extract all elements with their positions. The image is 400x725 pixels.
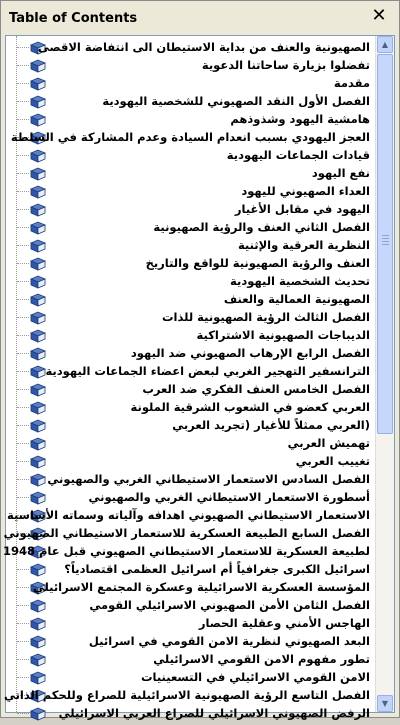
toc-item-label: الفصل الثاني العنف والرؤية الصهيونية <box>153 220 370 234</box>
toc-item[interactable] <box>6 92 374 110</box>
book-icon <box>30 328 46 342</box>
toc-item-label: الديباجات الصهيونية الاشتراكية <box>196 328 370 342</box>
tree-connector <box>17 461 29 462</box>
toc-item[interactable] <box>6 272 374 290</box>
tree-connector <box>17 407 29 408</box>
toc-item[interactable] <box>6 398 374 416</box>
toc-item[interactable] <box>6 380 374 398</box>
book-icon <box>30 634 46 648</box>
toc-item[interactable] <box>6 434 374 452</box>
close-button[interactable] <box>369 5 389 27</box>
tree-connector <box>17 227 29 228</box>
toc-item-label: الترانسفير التهجير الغربي لبعض اعضاء الجماعات اليهودية <box>45 364 370 378</box>
toc-item[interactable] <box>6 596 374 614</box>
toc-item[interactable] <box>6 182 374 200</box>
book-icon <box>30 382 46 396</box>
toc-item[interactable] <box>6 290 374 308</box>
toc-tree <box>2 36 374 720</box>
book-icon <box>30 256 46 270</box>
toc-item-label: (العربي ممثلاً للأغيار (تجريد العربي <box>172 418 370 432</box>
toc-item[interactable] <box>6 452 374 470</box>
toc-item-label: تهميش العربي <box>287 436 370 450</box>
toc-item[interactable] <box>6 254 374 272</box>
toc-item-label: أسطورة الاستعمار الاستيطاني الغربي والصهيوني <box>88 490 370 504</box>
toc-item[interactable] <box>6 56 374 74</box>
tree-connector <box>17 47 29 48</box>
close-icon: ✕ <box>371 5 387 26</box>
book-icon <box>30 238 46 252</box>
book-icon <box>30 148 46 162</box>
tree-connector <box>17 263 29 264</box>
toc-item[interactable] <box>6 236 374 254</box>
book-icon <box>30 292 46 306</box>
toc-item[interactable] <box>6 506 374 524</box>
toc-item-label: النظرية العرقية والإثنية <box>237 238 370 252</box>
book-icon <box>30 202 46 216</box>
book-icon <box>30 112 46 126</box>
book-icon <box>30 310 46 324</box>
toc-item-label: تحديث الشخصية اليهودية <box>230 274 370 288</box>
book-icon <box>30 274 46 288</box>
toc-item[interactable] <box>6 200 374 218</box>
scroll-thumb[interactable] <box>377 54 393 434</box>
toc-item-label: البعد الصهيوني لنظرية الامن القومي في اسرائيل <box>88 634 370 648</box>
tree-connector <box>17 479 29 480</box>
tree-connector <box>17 173 29 174</box>
tree-connector <box>17 245 29 246</box>
book-icon <box>30 616 46 630</box>
toc-item[interactable] <box>6 38 374 56</box>
tree-connector <box>17 209 29 210</box>
toc-item-label: قيادات الجماعات اليهودية <box>226 148 370 162</box>
book-icon <box>30 364 46 378</box>
toc-item[interactable] <box>6 614 374 632</box>
book-icon <box>30 346 46 360</box>
toc-item[interactable] <box>3 524 374 542</box>
tree-connector <box>17 713 29 714</box>
toc-item-label: العجز اليهودي بسبب انعدام السيادة وعدم المشاركة في السلطة <box>10 130 370 144</box>
toc-item-label: الفصل الثالث الرؤية الصهيونية للذات <box>162 310 370 324</box>
tree-connector <box>17 155 29 156</box>
toc-item-label: اليهود في مقابل الأغيار <box>234 202 370 216</box>
thumb-grip <box>382 235 389 236</box>
tree-connector <box>17 605 29 606</box>
toc-item-label: الفصل الثامن الأمن الصهيوني الاسرائيلي القومي <box>89 598 370 612</box>
toc-item-label: لطبيعة العسكرية للاستعمار الاستيطاني الصهيوني قبل عام 1948 <box>2 544 370 558</box>
toc-item-label: هامشية اليهود وشذوذهم <box>230 112 370 126</box>
toc-item[interactable] <box>6 218 374 236</box>
book-icon <box>30 436 46 450</box>
toc-item-label: الفصل الخامس العنف الفكري ضد العرب <box>142 382 370 396</box>
toc-item-label: الفصل السادس الاستعمار الاستيطاني الغربي والصهيوني <box>47 472 370 486</box>
toc-panel <box>2 35 395 720</box>
toc-item[interactable] <box>6 578 374 596</box>
thumb-grip <box>382 241 389 242</box>
toc-item-label: الرفض الصهيوني الاسرائيلي للصراع العربي الاسرائيلي <box>58 706 370 720</box>
book-icon <box>30 598 46 612</box>
arrow-up-icon: ▲ <box>381 40 389 49</box>
tree-connector <box>17 587 29 588</box>
toc-item[interactable] <box>6 344 374 362</box>
toc-item[interactable] <box>6 632 374 650</box>
book-icon <box>30 562 46 576</box>
toc-item-label: نفع اليهود <box>311 166 370 180</box>
toc-item-label: تغييب العربي <box>295 454 370 468</box>
toc-item-label: العنف والرؤية الصهيونية للواقع والتاريخ <box>145 256 370 270</box>
toc-item[interactable] <box>6 146 374 164</box>
book-icon <box>30 490 46 504</box>
thumb-grip <box>382 238 389 239</box>
toc-item-label: الفصل السابع الطبيعة العسكرية للاستعمار الاستيطاني الصهيوني <box>3 526 370 540</box>
toc-item[interactable] <box>6 164 374 182</box>
toc-item-label: المؤسسة العسكرية الاسرائيلية وعسكرة المجتمع الاسرائيلي <box>32 580 370 594</box>
toc-item[interactable] <box>2 542 374 560</box>
toc-item-label: الصهيونية العمالية والعنف <box>223 292 370 306</box>
tree-connector <box>17 659 29 660</box>
book-icon <box>30 184 46 198</box>
toc-item[interactable] <box>6 560 374 578</box>
book-icon <box>30 76 46 90</box>
tree-connector <box>17 623 29 624</box>
book-icon <box>30 166 46 180</box>
toc-item[interactable] <box>6 110 374 128</box>
tree-connector <box>17 443 29 444</box>
toc-item-label: الاستعمار الاستيطاني الصهيوني اهدافه وآلياته وسماته الأساسية <box>7 508 370 522</box>
book-icon <box>30 94 46 108</box>
toc-item-label: اسرائيل الكبرى جغرافياً أم اسرائيل العظمى اقتصادياً؟ <box>64 562 370 576</box>
book-icon <box>30 670 46 684</box>
toc-item[interactable] <box>6 650 374 668</box>
tree-connector <box>17 191 29 192</box>
tree-connector <box>17 353 29 354</box>
book-icon <box>30 418 46 432</box>
book-icon <box>30 472 46 486</box>
vertical-scrollbar[interactable] <box>375 36 394 712</box>
book-icon <box>30 220 46 234</box>
tree-connector <box>17 677 29 678</box>
toc-item[interactable] <box>6 128 374 146</box>
tree-connector <box>17 299 29 300</box>
tree-connector <box>17 83 29 84</box>
book-icon <box>30 706 46 720</box>
tree-connector <box>17 569 29 570</box>
tree-connector <box>17 335 29 336</box>
tree-connector <box>17 119 29 120</box>
toc-item[interactable] <box>3 686 374 704</box>
toc-item[interactable] <box>6 362 374 380</box>
toc-item-label: الفصل الرابع الإرهاب الصهيوني ضد اليهود <box>130 346 370 360</box>
book-icon <box>30 400 46 414</box>
toc-item[interactable] <box>6 488 374 506</box>
tree-connector <box>17 281 29 282</box>
toc-item-label: مقدمة <box>333 76 370 90</box>
tree-connector <box>17 641 29 642</box>
toc-item-label: تفضلوا بزيارة ساحاتنا الدعوية <box>201 58 370 72</box>
toc-item[interactable] <box>6 416 374 434</box>
toc-item-label: الهاجس الأمني وعقلية الحصار <box>198 616 370 630</box>
toc-item-label: العربي كعضو في الشعوب الشرقية الملونة <box>130 400 370 414</box>
title-bar <box>1 1 399 35</box>
book-icon <box>30 454 46 468</box>
arrow-down-icon: ▼ <box>381 699 389 708</box>
toc-item[interactable] <box>6 470 374 488</box>
tree-connector <box>17 317 29 318</box>
toc-item-label: تطور مفهوم الامن القومي الاسرائيلي <box>153 652 370 666</box>
thumb-grip <box>382 244 389 245</box>
toc-item-label: العداء الصهيوني لليهود <box>241 184 370 198</box>
toc-item[interactable] <box>6 668 374 686</box>
toc-item-label: الامن القومي الاسرائيلي في التسعينيات <box>140 670 370 684</box>
tree-connector <box>17 371 29 372</box>
toc-item-label: الفصل التاسع الرؤية الصهيونية الاسرائيلية للصراع وللحكم الذاتي <box>3 688 370 702</box>
tree-connector <box>17 65 29 66</box>
toc-item-label: الصهيونية والعنف من بداية الاستيطان الى انتفاضة الاقصى <box>37 40 370 54</box>
toc-item[interactable] <box>6 74 374 92</box>
scroll-up-button[interactable] <box>377 36 393 53</box>
book-icon <box>30 652 46 666</box>
tree-connector <box>17 497 29 498</box>
toc-item-label: الفصل الأول النقد الصهيوني للشخصية اليهودية <box>102 94 370 108</box>
toc-item[interactable] <box>6 308 374 326</box>
tree-connector <box>17 389 29 390</box>
toc-item[interactable] <box>6 326 374 344</box>
window-title: Table of Contents <box>9 11 138 26</box>
scroll-down-button[interactable] <box>377 695 393 712</box>
tree-connector <box>17 425 29 426</box>
tree-connector <box>17 101 29 102</box>
toc-item[interactable] <box>6 704 374 722</box>
book-icon <box>30 58 46 72</box>
